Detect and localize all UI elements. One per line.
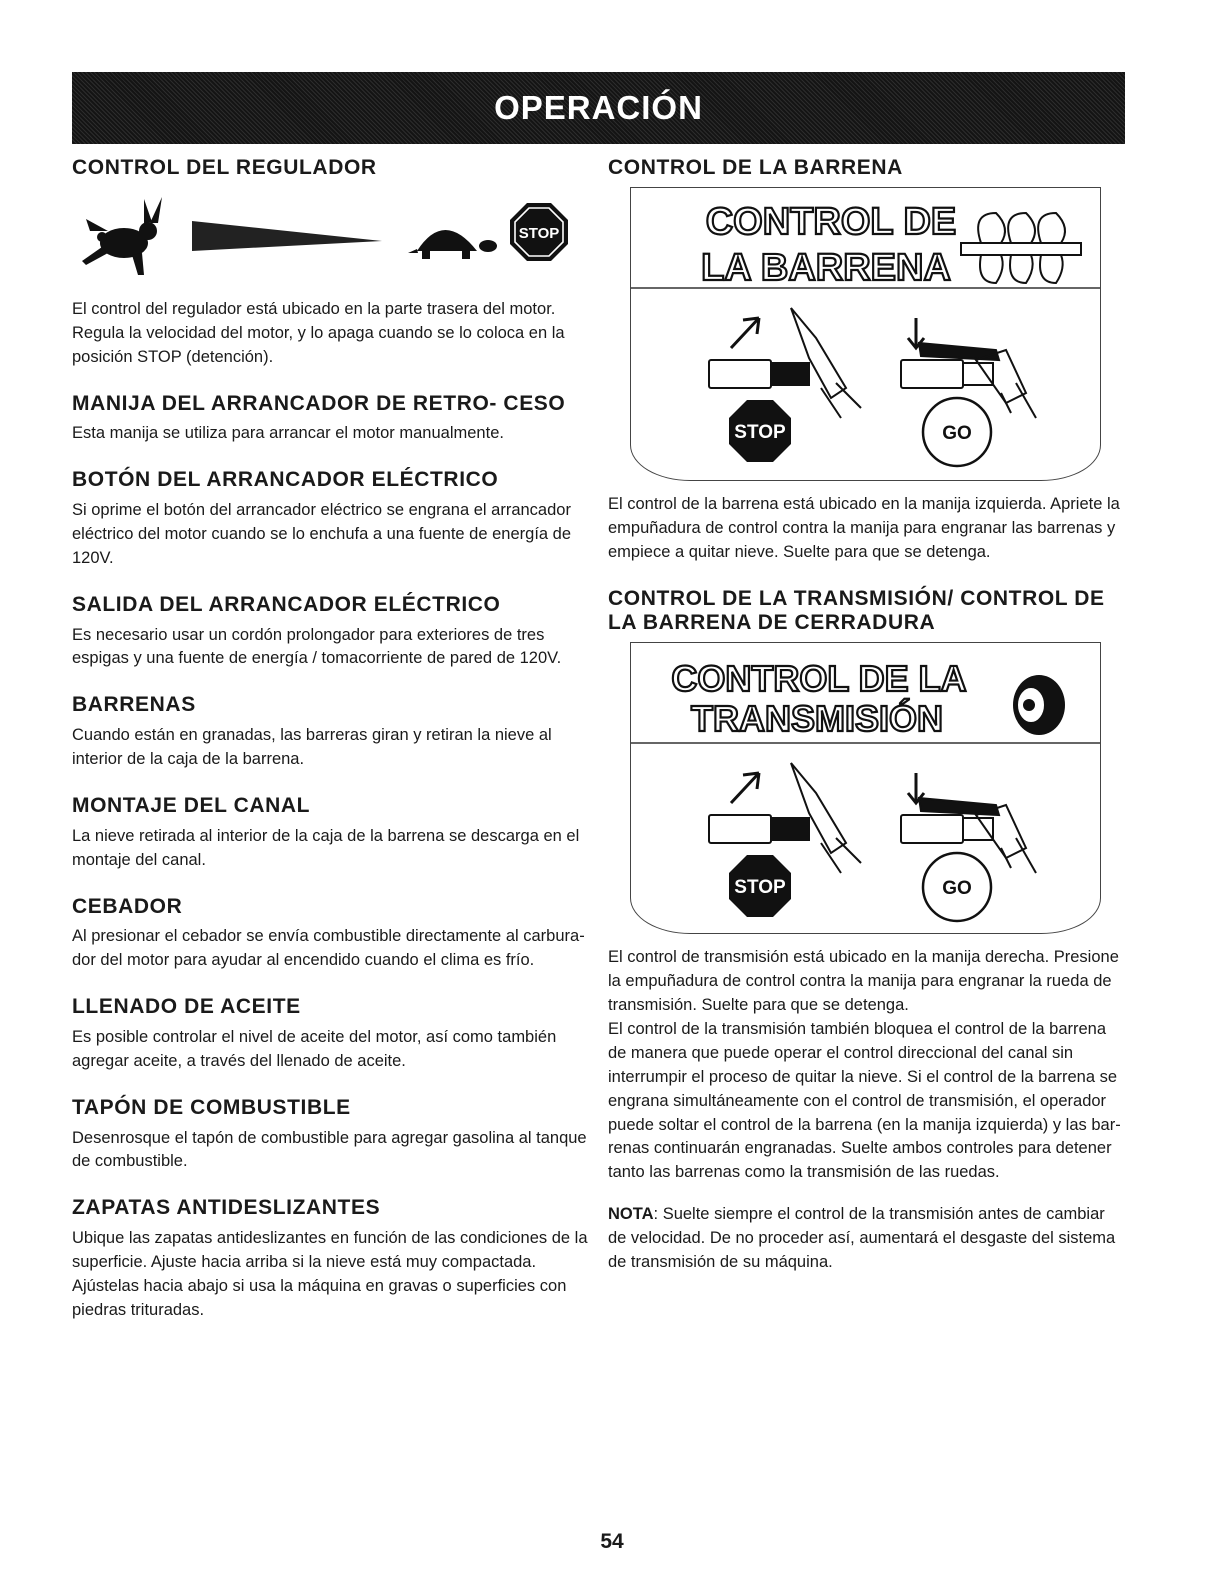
stop-sign-label: STOP — [518, 224, 560, 242]
text-barrena: El control de la barrena está ubicado en la manija izquierda. Apriete la empuñadura de control contra la manija para engranar las barrenas y empiece a quitar nieve. Suelte para que se detenga. — [608, 494, 1120, 561]
speed-wedge — [192, 221, 382, 251]
text-boton: Si oprime el botón del arrancador eléctrico se engrana el arrancador eléctrico del motor cuando se lo enchufa a una fuente de energía de 120V. — [72, 500, 572, 567]
go-label: GO — [942, 878, 972, 900]
text-tapon: Desenrosque el tapón de combustible para agregar gasolina al tanque de combustible. — [72, 1128, 587, 1171]
text-transmision-1: El control de transmisión está ubicado en la manija derecha. Presione la empuñadura de control contra la manija para engranar la rueda de transmisión. Suelte para que se detenga. — [608, 948, 1119, 1014]
heading-aceite: LLENADO DE ACEITE — [72, 995, 301, 1019]
stop-label: STOP — [734, 877, 786, 899]
engage-arrow-icon — [731, 318, 759, 348]
section-banner — [72, 72, 1125, 144]
turtle-icon — [408, 230, 497, 259]
heading-barrenas: BARRENAS — [72, 693, 196, 717]
wheel-icon — [1013, 675, 1065, 735]
auger-icon — [961, 213, 1081, 283]
nota-text: : Suelte siempre el control de la transmisión antes de cambiar de velocidad. De no proceder así, aumentará el desgaste del sistema de transmisión de su máquina. — [608, 1205, 1116, 1272]
section-boton — [72, 468, 592, 571]
section-tapon — [72, 1096, 592, 1175]
drive-control-panel — [630, 642, 1101, 934]
heading-barrena: CONTROL DE LA BARRENA — [608, 156, 903, 179]
text-zapatas: Ubique las zapatas antideslizantes en función de las condiciones de la superficie. Ajuste hacia arriba si la nieve está muy compactada. Ajústelas hacia abajo si usa la máquina en gravas o superficies con piedras trituradas. — [72, 1229, 588, 1319]
section-barrenas — [72, 693, 592, 772]
text-regulador: El control del regulador está ubicado en la parte trasera del motor. Regula la velocidad del motor, y lo apaga cuando se lo coloca en la posición STOP (detención). — [72, 299, 565, 366]
heading-boton: BOTÓN DEL ARRANCADOR ELÉCTRICO — [72, 468, 499, 492]
page-number: 54 — [600, 1530, 624, 1553]
panel-title-line1: CONTROL DE — [705, 200, 957, 243]
auger-control-panel — [630, 187, 1101, 481]
stop-sign-icon — [729, 400, 791, 462]
text-salida: Es necesario usar un cordón prolongador para exteriores de tres espigas y una fuente de energía / tomacorriente de pared de 120V. — [72, 625, 562, 668]
heading-tapon: TAPÓN DE COMBUSTIBLE — [72, 1095, 351, 1119]
panel-title-line2: TRANSMISIÓN — [691, 698, 943, 740]
section-zapatas — [72, 1196, 592, 1322]
drive-control-diagram — [631, 643, 1100, 933]
stop-label: STOP — [734, 421, 786, 443]
heading-retroceso: MANIJA DEL ARRANCADOR DE RETRO- CESO — [72, 391, 566, 415]
section-aceite — [72, 995, 592, 1074]
text-aceite: Es posible controlar el nivel de aceite del motor, así como también agregar aceite, a través del llenado de aceite. — [72, 1027, 557, 1070]
throttle-graphic — [72, 189, 592, 279]
auger-control-diagram — [631, 188, 1100, 480]
right-column — [608, 156, 1123, 1275]
panel-title-line2: LA BARRENA — [701, 246, 951, 289]
section-barrena — [608, 156, 1123, 565]
heading-regulador: CONTROL DEL REGULADOR — [72, 156, 377, 179]
text-cebador: Al presionar el cebador se envía combustible directamente al carbura- dor del motor para ayudar al encendido cuando el clima es frío. — [72, 927, 585, 970]
released-handle-icon — [709, 763, 861, 873]
heading-cebador: CEBADOR — [72, 894, 183, 918]
go-circle-icon — [923, 398, 991, 466]
section-transmision — [608, 587, 1123, 1276]
nota-label: NOTA — [608, 1205, 654, 1224]
left-column — [72, 156, 592, 1345]
go-label: GO — [942, 422, 972, 444]
heading-zapatas: ZAPATAS ANTIDESLIZANTES — [72, 1196, 381, 1220]
text-retroceso: Esta manija se utiliza para arrancar el motor manualmente. — [72, 424, 504, 443]
section-canal — [72, 794, 592, 873]
heading-salida: SALIDA DEL ARRANCADOR ELÉCTRICO — [72, 592, 501, 616]
engage-arrow-icon — [731, 773, 759, 803]
section-regulador — [72, 156, 592, 370]
text-transmision-2: El control de la transmisión también bloquea el control de la barrena de manera que puede operar el control direccional del canal sin interrumpir el proceso de quitar la nieve. Si el control de la barrena se engrana simultáneamente con el control de transmisión, el operador puede soltar el control de la barrena (en la manija izquierda) y las bar- renas continuarán engranadas. Suelte ambos controles para detener tanto las barrenas como la transmisión de las ruedas. — [608, 1019, 1121, 1182]
go-circle-icon — [923, 853, 991, 921]
banner-title: OPERACIÓN — [494, 89, 703, 126]
section-retroceso — [72, 392, 592, 447]
section-cebador — [72, 895, 592, 974]
panel-title-line1: CONTROL DE LA — [671, 658, 967, 700]
rabbit-icon — [82, 197, 162, 275]
nota — [608, 1203, 1123, 1275]
heading-canal: MONTAJE DEL CANAL — [72, 793, 311, 817]
text-barrenas: Cuando están en granadas, las barreras giran y retiran la nieve al interior de la caja de la barrena. — [72, 726, 552, 769]
text-canal: La nieve retirada al interior de la caja de la barrena se descarga en el montaje del canal. — [72, 826, 580, 869]
stop-sign-icon — [510, 203, 568, 261]
stop-sign-icon — [729, 855, 791, 917]
released-handle-icon — [709, 308, 861, 418]
heading-transmision: CONTROL DE LA TRANSMISIÓN/ CONTROL DE LA BARRENA DE CERRADURA — [608, 586, 1105, 635]
section-salida — [72, 593, 592, 672]
